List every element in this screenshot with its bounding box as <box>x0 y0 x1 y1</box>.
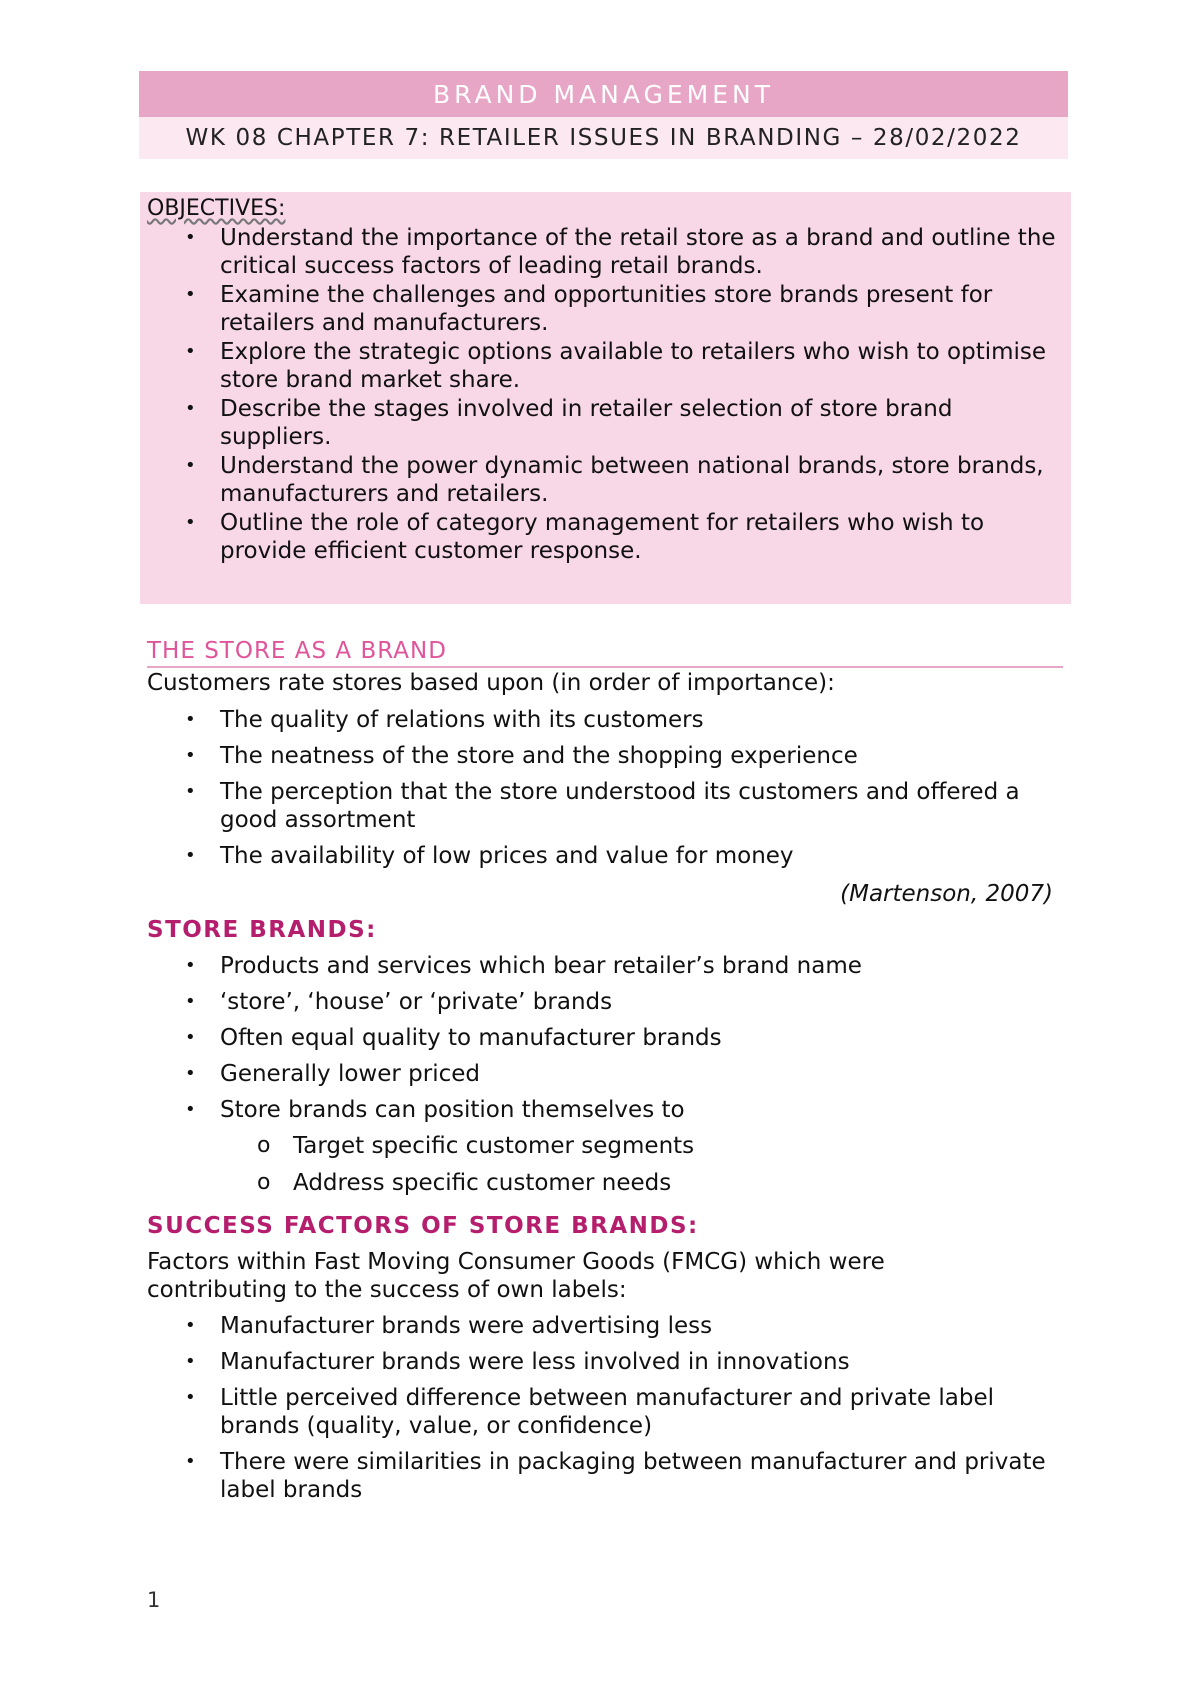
list-item: • Understand the importance of the retail store as a brand and outline the critical success factors of leading retail brands. <box>185 225 1056 279</box>
success-factors-list <box>147 1312 1067 1504</box>
list-item: • Manufacturer brands were less involved in innovations <box>185 1349 850 1375</box>
bullet-icon: • <box>185 1027 196 1048</box>
bullet-icon: • <box>185 284 196 305</box>
store-as-brand-section <box>147 669 1067 878</box>
list-item: • The neatness of the store and the shopping experience <box>185 743 858 769</box>
document-title: BRAND MANAGEMENT <box>139 71 1068 117</box>
store-brands-list <box>147 952 1067 1124</box>
list-item: • Describe the stages involved in retailer selection of store brand suppliers. <box>185 396 953 450</box>
bullet-icon: • <box>185 991 196 1012</box>
success-factors-heading: SUCCESS FACTORS OF STORE BRANDS: <box>147 1213 699 1239</box>
sub-list-item: o Address specific customer needs <box>257 1170 672 1196</box>
bullet-icon: • <box>185 845 196 866</box>
bullet-icon: • <box>185 745 196 766</box>
list-item: • Often equal quality to manufacturer brands <box>185 1025 722 1051</box>
bullet-icon: • <box>185 1387 196 1408</box>
list-item: • Examine the challenges and opportunities store brands present for retailers and manufacturers. <box>185 282 993 336</box>
bullet-icon: • <box>185 1099 196 1120</box>
bullet-icon: • <box>185 341 196 362</box>
document-subtitle: WK 08 CHAPTER 7: RETAILER ISSUES IN BRANDING – 28/02/2022 <box>139 117 1068 159</box>
bullet-icon: • <box>185 1351 196 1372</box>
circle-bullet-icon: o <box>257 1170 271 1195</box>
list-item: • Explore the strategic options available to retailers who wish to optimise store brand market share. <box>185 339 1047 393</box>
objectives-heading: OBJECTIVES: <box>147 196 286 221</box>
list-item: • Manufacturer brands were advertising less <box>185 1313 713 1339</box>
store-as-brand-heading: THE STORE AS A BRAND <box>147 637 1063 668</box>
bullet-icon: • <box>185 227 196 248</box>
bullet-icon: • <box>185 512 196 533</box>
store-as-brand-list <box>147 706 1067 870</box>
list-item: • Outline the role of category management for retailers who wish to provide efficient customer response. <box>185 510 985 564</box>
store-brands-section <box>147 952 1067 1206</box>
objectives-box <box>140 192 1071 604</box>
list-item: • The availability of low prices and value for money <box>185 843 794 869</box>
list-item: • Products and services which bear retailer’s brand name <box>185 953 862 979</box>
success-factors-section <box>147 1248 1067 1512</box>
page-number: 1 <box>147 1588 161 1612</box>
success-factors-intro: Factors within Fast Moving Consumer Goods (FMCG) which were contributing to the success of own labels: <box>147 1249 885 1303</box>
bullet-icon: • <box>185 1063 196 1084</box>
list-item: • ‘store’, ‘house’ or ‘private’ brands <box>185 989 613 1015</box>
list-item: • Little perceived difference between manufacturer and private label brands (quality, value, or confidence) <box>185 1385 994 1439</box>
bullet-icon: • <box>185 1451 196 1472</box>
bullet-icon: • <box>185 781 196 802</box>
bullet-icon: • <box>185 709 196 730</box>
citation: (Martenson, 2007) <box>840 881 1053 907</box>
list-item: • Understand the power dynamic between national brands, store brands, manufacturers and retailers. <box>185 453 1044 507</box>
objectives-list <box>147 224 1071 565</box>
bullet-icon: • <box>185 955 196 976</box>
list-item: • Store brands can position themselves to <box>185 1097 685 1123</box>
bullet-icon: • <box>185 398 196 419</box>
list-item: • There were similarities in packaging between manufacturer and private label brands <box>185 1449 1046 1503</box>
bullet-icon: • <box>185 455 196 476</box>
store-as-brand-intro: Customers rate stores based upon (in order of importance): <box>147 670 835 696</box>
list-item: • Generally lower priced <box>185 1061 480 1087</box>
store-brands-heading: STORE BRANDS: <box>147 917 377 943</box>
bullet-icon: • <box>185 1315 196 1336</box>
list-item: • The perception that the store understood its customers and offered a good assortment <box>185 779 1020 833</box>
sub-list-item: o Target specific customer segments <box>257 1133 695 1159</box>
store-brands-sublist <box>147 1132 1067 1197</box>
list-item: • The quality of relations with its customers <box>185 707 704 733</box>
circle-bullet-icon: o <box>257 1133 271 1158</box>
